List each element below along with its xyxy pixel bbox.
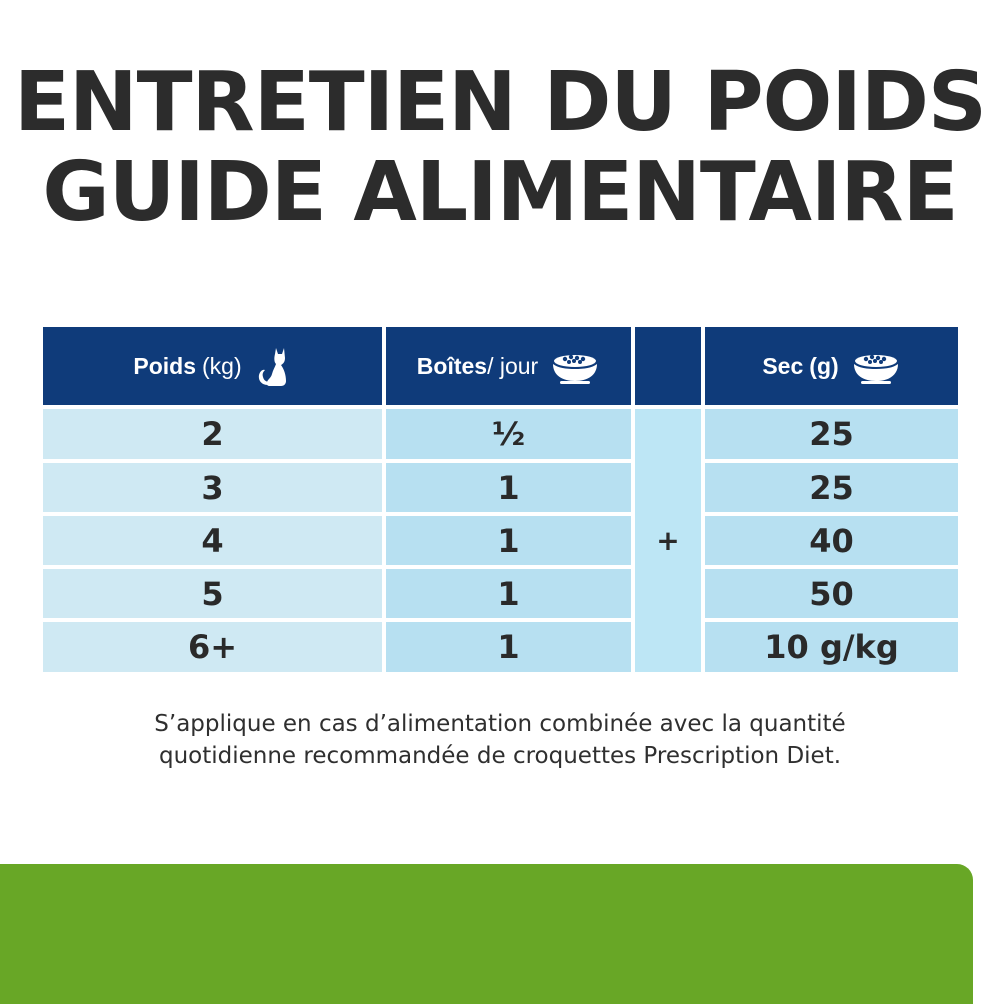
header-sec-label: Sec <box>762 352 804 379</box>
green-footer-band <box>0 864 973 1004</box>
table-cell-sec: 40 <box>705 516 958 565</box>
footnote-line-1: S’applique en cas d’alimentation combinée avec la quantité <box>154 711 846 737</box>
header-boites-unit: / jour <box>487 352 539 379</box>
header-sec-unit: (g) <box>809 352 839 379</box>
table-cell-sec: 50 <box>705 569 958 618</box>
plus-sign: + <box>635 409 701 672</box>
table-cell-boites: ½ <box>386 409 631 459</box>
cat-icon <box>254 344 292 388</box>
footnote-line-2: quotidienne recommandée de croquettes Prescription Diet. <box>158 743 842 769</box>
table-cell-sec: 10 g/kg <box>705 622 958 672</box>
table-cell-poids: 3 <box>43 463 382 512</box>
table-cell-sec: 25 <box>705 409 958 459</box>
header-poids <box>43 327 382 405</box>
header-sec <box>705 327 958 405</box>
table-cell-sec: 25 <box>705 463 958 512</box>
table-cell-poids: 6+ <box>43 622 382 672</box>
food-bowl-icon <box>851 347 901 385</box>
page-title-line-1: ENTRETIEN DU POIDS <box>13 55 986 150</box>
header-boites-label: Boîtes <box>416 352 488 379</box>
footnote <box>0 708 1000 772</box>
header-poids-label: Poids <box>133 352 196 379</box>
feeding-guide-table <box>43 327 958 672</box>
table-cell-boites: 1 <box>386 622 631 672</box>
header-poids-unit: (kg) <box>202 352 242 379</box>
header-boites <box>386 327 631 405</box>
table-cell-boites: 1 <box>386 463 631 512</box>
table-cell-boites: 1 <box>386 569 631 618</box>
header-plus-blank <box>635 327 701 405</box>
table-cell-poids: 2 <box>43 409 382 459</box>
table-cell-boites: 1 <box>386 516 631 565</box>
table-cell-poids: 5 <box>43 569 382 618</box>
food-bowl-icon <box>550 347 600 385</box>
table-cell-poids: 4 <box>43 516 382 565</box>
page-title-line-2: GUIDE ALIMENTAIRE <box>42 145 958 240</box>
